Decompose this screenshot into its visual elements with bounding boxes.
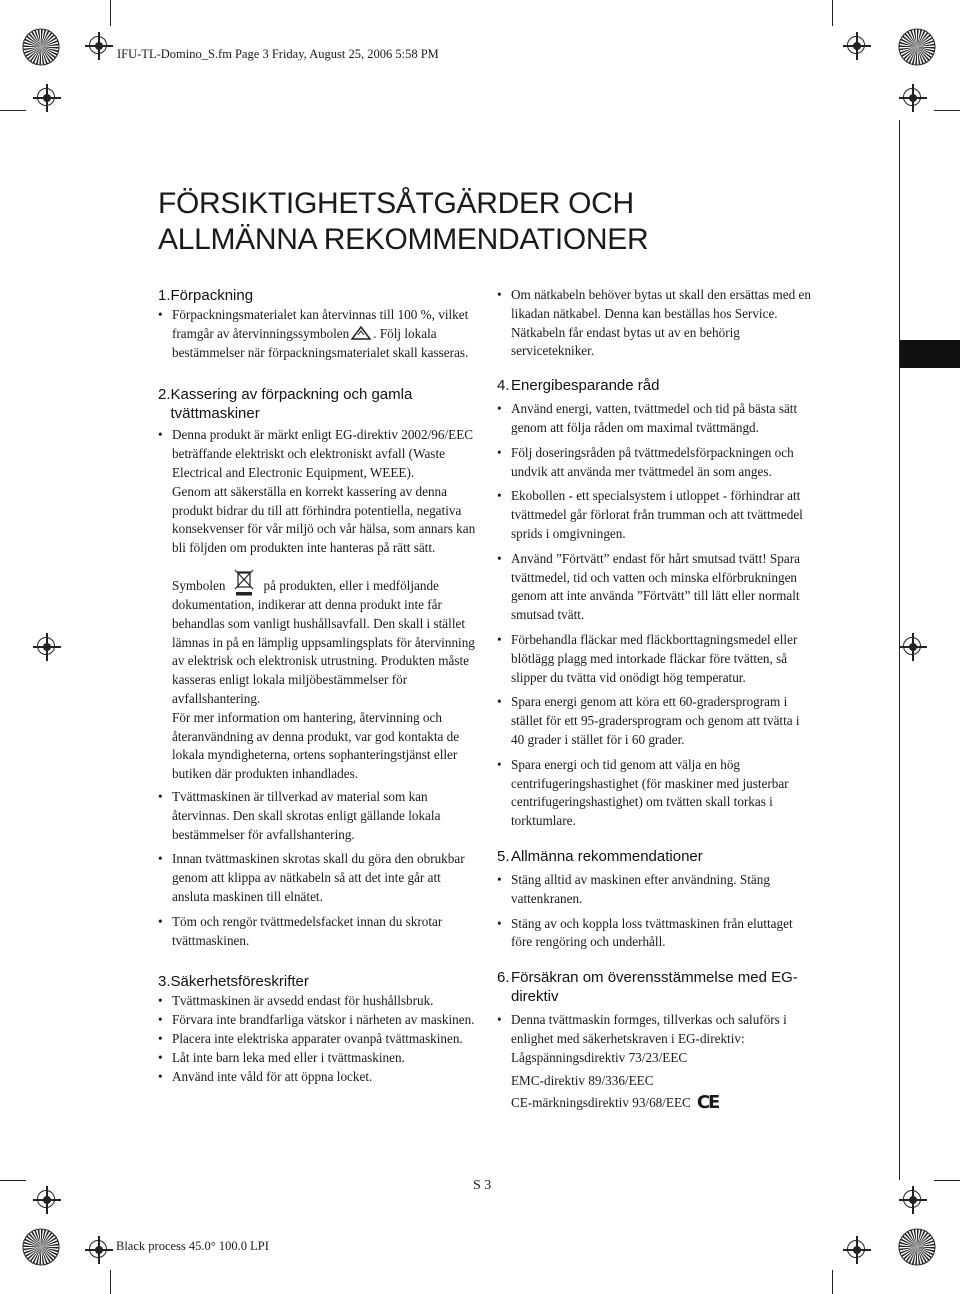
list-item: • Denna tvättmaskin formges, tillverkas och saluförs i enlighet med säkerhetskraven i EG-direktiv: <box>497 1011 813 1049</box>
weee-paragraph: Symbolen på produkten, eller i medföljande dokumentation, indikerar att denna produkt inte får behandlas som vanligt hushållsavfall. Den skall i stället lämnas in på en lämplig uppsamlingsplats för återvinning av elektrisk och elektronisk utrustning. Produkten måste kasseras enligt lokala miljöbestämmelser för avfallshantering. För mer information om hantering, återvinning och återanvändning av denna produkt, var god kontakta de lokala myndigheterna, ortens sophanteringstjänst eller butiken där produkten inhandlades. <box>158 568 478 784</box>
left-column <box>158 286 478 1086</box>
starburst-ray <box>23 45 41 47</box>
registration-mark-icon <box>33 633 61 661</box>
list-item: • Töm och rengör tvättmedelsfacket innan du skrotar tvättmaskinen. <box>158 913 478 951</box>
list-item: • Följ doseringsråden på tvättmedelsförpackningen och undvik att använda mer tvättmedel än som anges. <box>497 444 813 482</box>
list-item: • Förpackningsmaterialet kan återvinnas till 100 %, vilket framgår av återvinningssymbolen . Följ lokala bestämmelser när förpackningsmaterialet skall kasseras. <box>158 306 478 362</box>
starburst-ray <box>41 29 43 47</box>
section-heading: 6. Försäkran om överensstämmelse med EG-direktiv <box>497 969 798 1006</box>
crop-line <box>832 1270 833 1294</box>
list-item: • Spara energi genom att köra ett 60-gradersprogram i stället för ett 95-gradersprogram och genom att tvätta i 40 grader i stället för i 60 grader. <box>497 693 813 749</box>
starburst-ray <box>917 47 935 49</box>
list-item: • Placera inte elektriska apparater ovanpå tvättmaskinen. <box>158 1030 478 1049</box>
crop-line <box>110 0 111 26</box>
registration-mark-icon <box>899 633 927 661</box>
starburst-ray <box>917 29 919 47</box>
list-item: • Tvättmaskinen är avsedd endast för hushållsbruk. <box>158 992 478 1011</box>
crop-line <box>110 1270 111 1294</box>
thumb-tab <box>900 340 960 368</box>
registration-mark-icon <box>843 1236 871 1264</box>
list-item: • Om nätkabeln behöver bytas ut skall den ersättas med en likadan nätkabel. Denna kan beställas hos Service. Nätkabeln får endast bytas ut av en behörig servicetekniker. <box>497 286 813 361</box>
registration-mark-icon <box>33 1186 61 1214</box>
starburst-ray <box>39 1247 41 1265</box>
starburst-ray <box>41 47 59 49</box>
page-edge-line <box>899 120 900 1180</box>
directive-item: Lågspänningsdirektiv 73/23/EEC <box>511 1049 688 1065</box>
crossed-bin-icon <box>233 568 255 596</box>
registration-mark-icon <box>899 84 927 112</box>
directive-item: EMC-direktiv 89/336/EEC <box>511 1072 654 1088</box>
registration-mark-icon <box>85 1236 113 1264</box>
crop-line <box>832 0 833 26</box>
starburst-ray <box>39 47 41 65</box>
starburst-target-icon <box>898 28 936 66</box>
starburst-ray <box>23 1245 41 1247</box>
crop-line <box>934 110 960 111</box>
list-item: • Denna produkt är märkt enligt EG-direktiv 2002/96/EEC beträffande elektriskt och elektroniskt avfall (Waste Electrical and Electronic Equipment, WEEE). Genom att säkerställa en korrekt kassering av denna produkt bidrar du till att förhindra potentiella, negativa konsekvenser för vår miljö och vår hälsa, som annars kan bli följden om produkten inte hanteras på rätt sätt. <box>158 426 478 558</box>
list-item: • Stäng alltid av maskinen efter användning. Stäng vattenkranen. <box>497 871 813 909</box>
registration-mark-icon <box>899 1186 927 1214</box>
list-item: • Förvara inte brandfarliga vätskor i närheten av maskinen. <box>158 1011 478 1030</box>
right-column <box>497 286 813 1113</box>
starburst-ray <box>915 1247 917 1265</box>
registration-mark-icon <box>843 32 871 60</box>
page-number: S 3 <box>473 1178 492 1193</box>
list-item: • Stäng av och koppla loss tvättmaskinen från eluttaget före rengöring och underhåll. <box>497 915 813 953</box>
starburst-target-icon <box>898 1228 936 1266</box>
title-line-2: ALLMÄNNA REKOMMENDATIONER <box>158 223 649 256</box>
page-title <box>158 186 648 258</box>
recycle-triangle-icon <box>351 326 371 340</box>
list-item: • Innan tvättmaskinen skrotas skall du göra den obrukbar genom att klippa av nätkabeln så att det inte går att ansluta maskinen till elnätet. <box>158 850 478 906</box>
list-item: • Spara energi och tid genom att välja en hög centrifugeringshastighet (för maskiner med justerbar centrifugeringshastighet) om tvätten skall torkas i torktumlare. <box>497 756 813 831</box>
section-heading: 2. Kassering av förpackning och gamla tvättmaskiner <box>158 386 413 423</box>
title-line-1: FÖRSIKTIGHETSÅTGÄRDER OCH <box>158 187 634 220</box>
starburst-ray <box>41 1229 43 1247</box>
starburst-target-icon <box>22 1228 60 1266</box>
list-item: • Tvättmaskinen är tillverkad av material som kan återvinnas. Den skall skrotas enligt gällande lokala bestämmelser för avfallshantering. <box>158 788 478 844</box>
list-item: • Använd inte våld för att öppna locket. <box>158 1068 478 1087</box>
starburst-ray <box>899 1245 917 1247</box>
crop-line <box>0 1180 26 1181</box>
ce-mark-icon: CE <box>696 1092 719 1114</box>
section-heading: 3. Säkerhetsföreskrifter <box>158 973 309 991</box>
list-item: • Ekobollen - ett specialsystem i utloppet - förhindrar att tvättmedel går förlorat från trumman och att tvättmedel sprids i omgivningen. <box>497 487 813 543</box>
list-item: • Låt inte barn leka med eller i tvättmaskinen. <box>158 1049 478 1068</box>
registration-mark-icon <box>85 32 113 60</box>
starburst-ray <box>899 45 917 47</box>
starburst-target-icon <box>22 28 60 66</box>
starburst-ray <box>915 47 917 65</box>
section-heading: 5. Allmänna rekommendationer <box>497 847 703 865</box>
section-heading: 4. Energibesparande råd <box>497 377 660 395</box>
list-item: • Använd energi, vatten, tvättmedel och tid på bästa sätt genom att följa råden om maximal tvättmängd. <box>497 400 813 438</box>
starburst-ray <box>917 1229 919 1247</box>
section-heading: 1. Förpackning <box>158 287 254 304</box>
file-info-header: IFU-TL-Domino_S.fm Page 3 Friday, August 25, 2006 5:58 PM <box>117 47 439 61</box>
starburst-ray <box>41 1247 59 1249</box>
registration-mark-icon <box>33 84 61 112</box>
list-item: • Förbehandla fläckar med fläckborttagningsmedel eller blötlägg plagg med intorkade fläckar före tvätten, så slipper du tvätta vid onödigt hög temperatur. <box>497 631 813 687</box>
directive-item: CE-märkningsdirektiv 93/68/EEC CE <box>511 1092 719 1114</box>
list-item: • Använd ”Förtvätt” endast för hårt smutsad tvätt! Spara tvättmedel, tid och vatten och minska elförbrukningen genom att inte använda ”Förtvätt” till lätt eller normalt smutsad tvätt. <box>497 550 813 625</box>
print-info-footer: Black process 45.0° 100.0 LPI <box>116 1239 269 1253</box>
crop-line <box>0 110 26 111</box>
starburst-ray <box>917 1247 935 1249</box>
crop-line <box>934 1180 960 1181</box>
